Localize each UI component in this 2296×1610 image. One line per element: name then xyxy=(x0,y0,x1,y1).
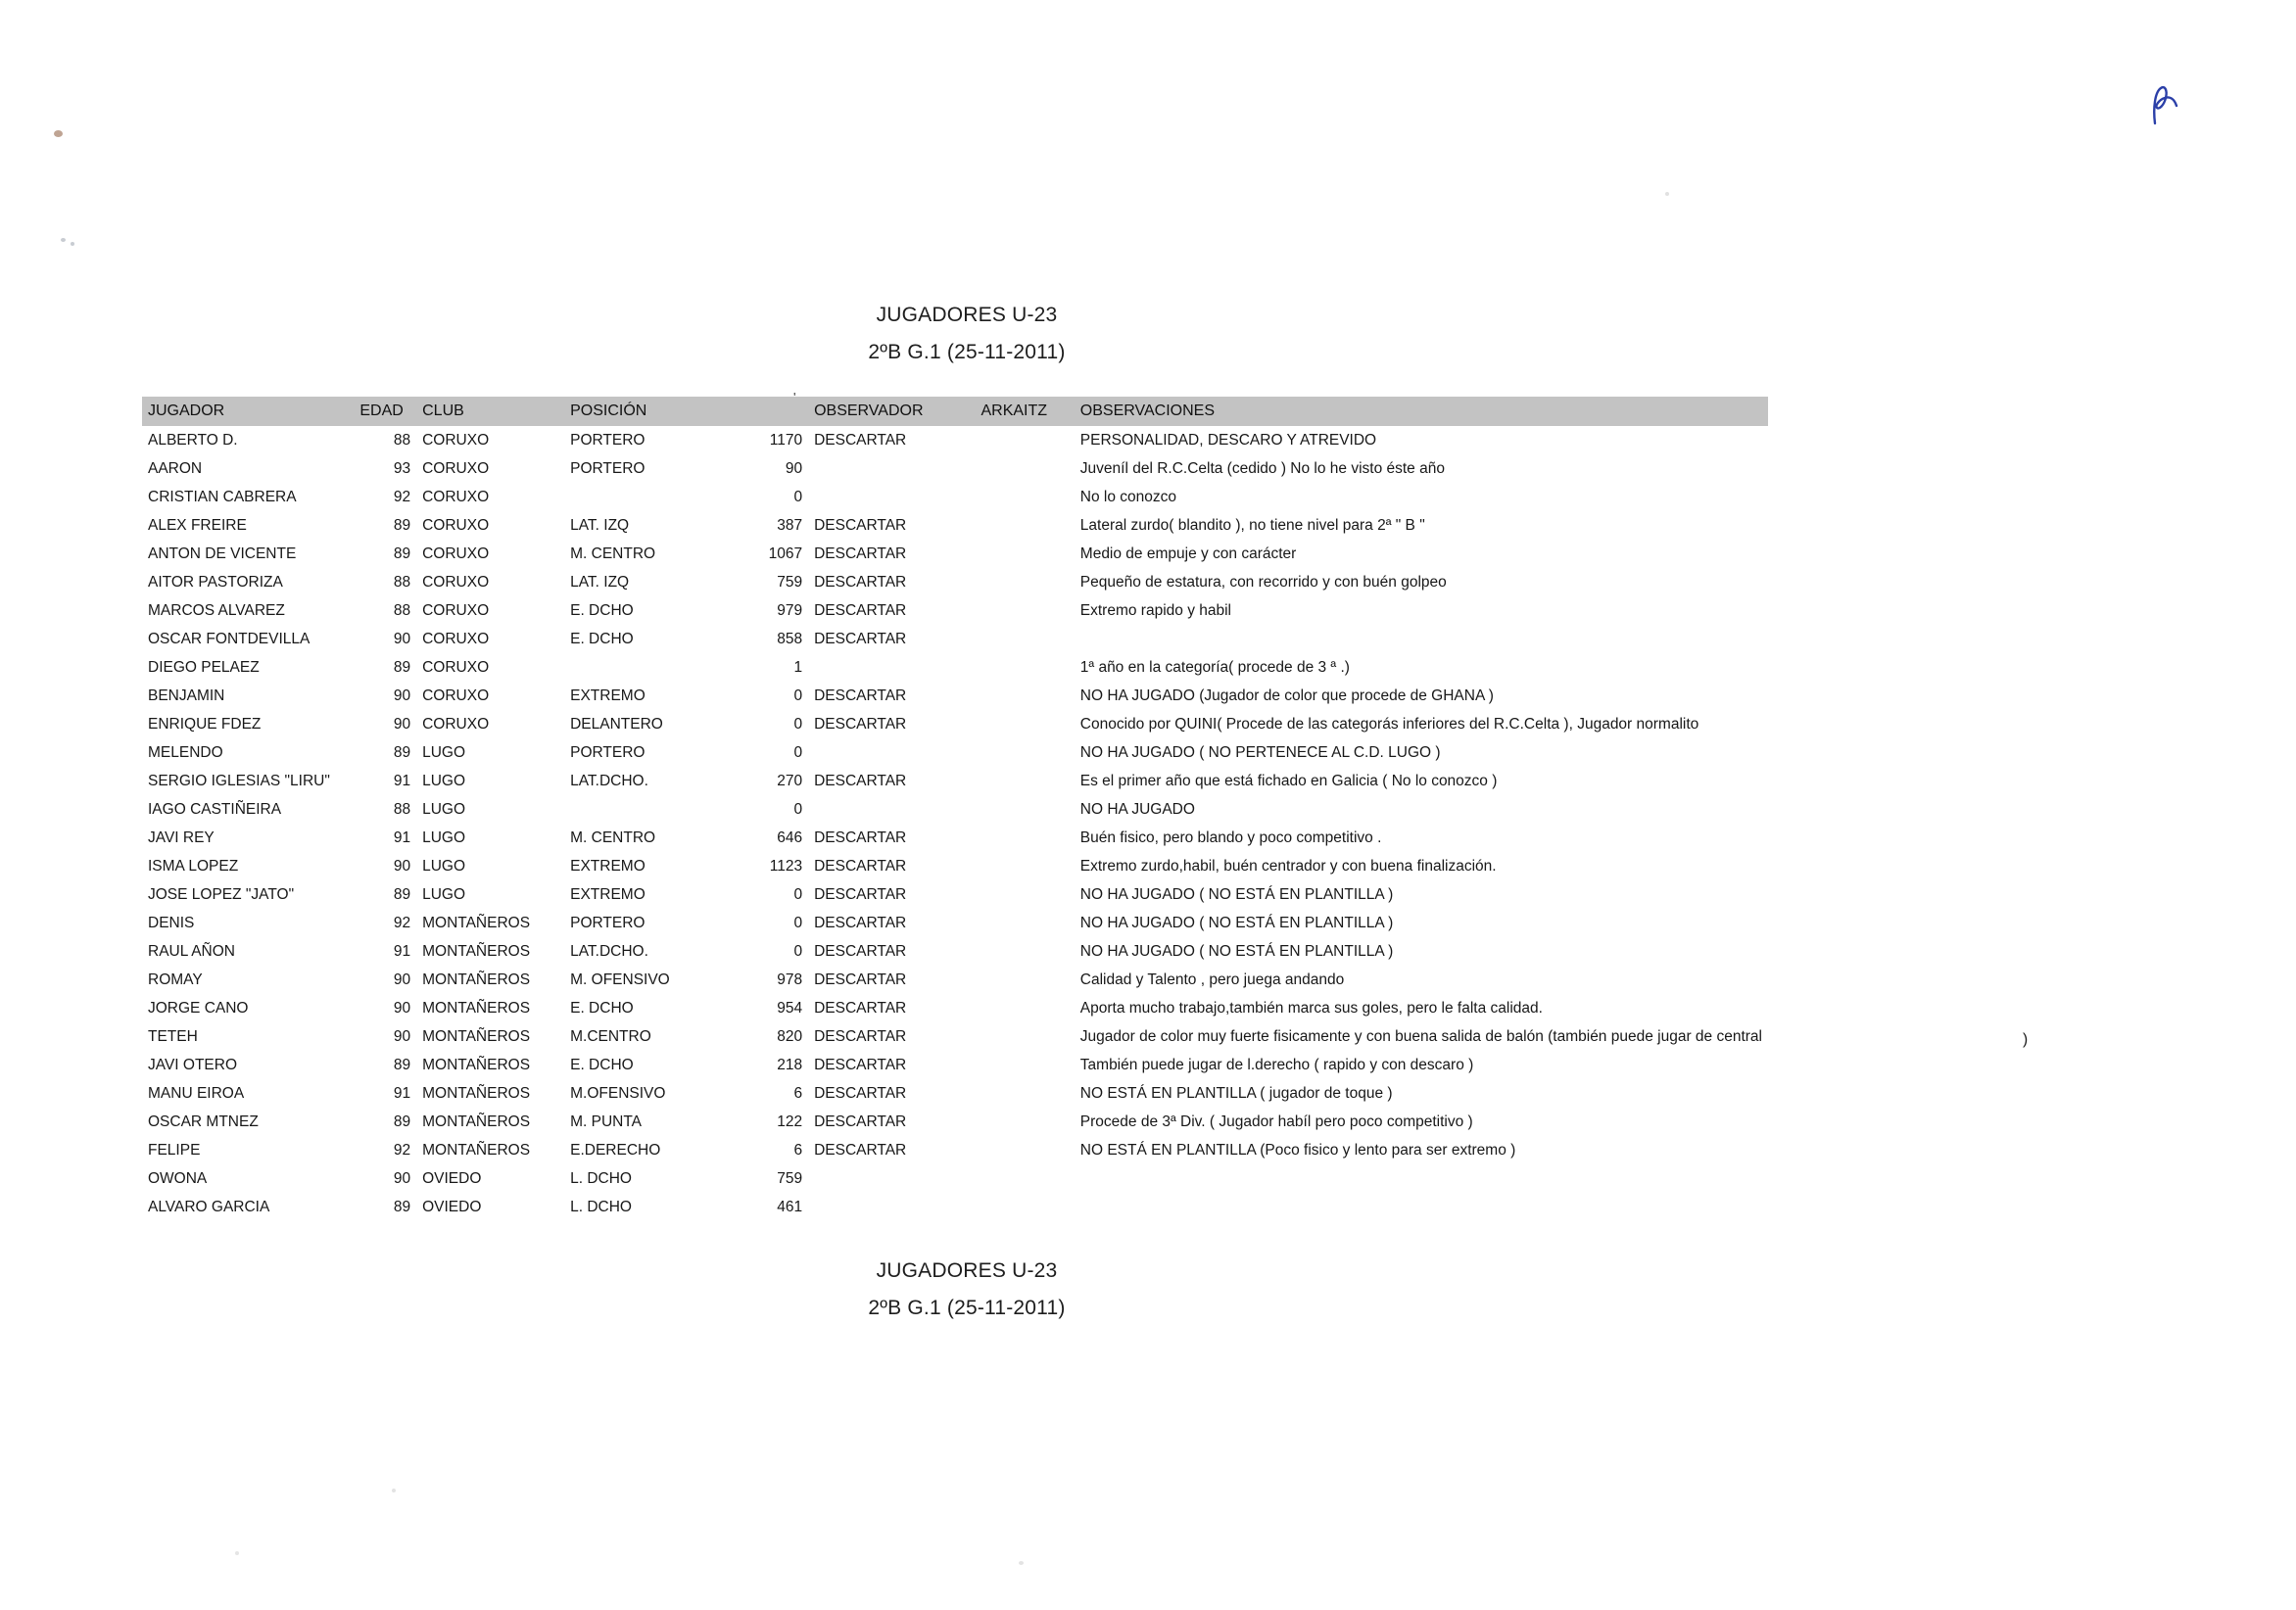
cell-jugador: OSCAR FONTDEVILLA xyxy=(148,630,311,647)
table-row xyxy=(142,880,1768,909)
cell-club: LUGO xyxy=(422,885,466,903)
cell-observaciones: NO HA JUGADO xyxy=(1079,800,1195,818)
cell-observaciones: Lateral zurdo( blandito ), no tiene nivel para 2ª " B " xyxy=(1079,516,1425,534)
cell-club: MONTAÑEROS xyxy=(422,1084,531,1102)
scan-artifact-speck xyxy=(61,238,66,242)
cell-numero: 759 xyxy=(777,573,803,591)
stray-parenthesis: ) xyxy=(2023,1031,2029,1048)
cell-posicion xyxy=(564,795,721,824)
table-row xyxy=(142,682,1768,710)
table-row xyxy=(142,852,1768,880)
cell-observador xyxy=(808,738,975,767)
cell-jugador: ANTON DE VICENTE xyxy=(148,545,297,562)
cell-jugador: AITOR PASTORIZA xyxy=(148,573,283,591)
cell-arkaitz xyxy=(975,937,1074,966)
table-row xyxy=(142,596,1768,625)
cell-numero: 759 xyxy=(777,1169,803,1187)
cell-club: OVIEDO xyxy=(422,1198,482,1215)
cell-numero: 90 xyxy=(785,459,803,477)
cell-arkaitz xyxy=(975,824,1074,852)
cell-edad: 89 xyxy=(393,743,411,761)
cell-posicion: M.CENTRO xyxy=(570,1027,651,1045)
table-row xyxy=(142,625,1768,653)
table-row xyxy=(142,909,1768,937)
cell-observador: DESCARTAR xyxy=(814,545,907,562)
cell-arkaitz xyxy=(975,596,1074,625)
cell-arkaitz xyxy=(975,454,1074,483)
cell-numero: 0 xyxy=(793,687,803,704)
cell-posicion: M. CENTRO xyxy=(570,829,656,846)
table-row xyxy=(142,710,1768,738)
column-header-club: CLUB xyxy=(416,397,564,426)
cell-observador: DESCARTAR xyxy=(814,1113,907,1130)
cell-edad: 89 xyxy=(393,1113,411,1130)
cell-numero: 978 xyxy=(777,971,803,988)
cell-edad: 90 xyxy=(393,715,411,733)
cell-posicion: PORTERO xyxy=(570,431,646,449)
cell-numero: 646 xyxy=(777,829,803,846)
cell-club: MONTAÑEROS xyxy=(422,999,531,1017)
cell-jugador: MANU EIROA xyxy=(148,1084,245,1102)
cell-arkaitz xyxy=(975,1108,1074,1136)
cell-observaciones: Procede de 3ª Div. ( Jugador habíl pero poco competitivo ) xyxy=(1079,1113,1473,1130)
cell-jugador: MELENDO xyxy=(148,743,223,761)
cell-numero: 0 xyxy=(793,743,803,761)
table-row xyxy=(142,1136,1768,1164)
cell-arkaitz xyxy=(975,625,1074,653)
cell-club: MONTAÑEROS xyxy=(422,1141,531,1159)
cell-arkaitz xyxy=(975,710,1074,738)
cell-arkaitz xyxy=(975,1136,1074,1164)
cell-posicion: LAT. IZQ xyxy=(570,573,630,591)
cell-jugador: AARON xyxy=(148,459,203,477)
cell-observaciones: No lo conozco xyxy=(1079,488,1177,505)
cell-jugador: OSCAR MTNEZ xyxy=(148,1113,259,1130)
cell-edad: 93 xyxy=(393,459,411,477)
cell-numero: 0 xyxy=(793,800,803,818)
cell-observador: DESCARTAR xyxy=(814,857,907,875)
cell-posicion xyxy=(564,483,721,511)
cell-arkaitz xyxy=(975,738,1074,767)
players-table xyxy=(142,397,1768,1221)
cell-numero: 0 xyxy=(793,715,803,733)
cell-posicion: PORTERO xyxy=(570,914,646,931)
table-row xyxy=(142,937,1768,966)
cell-observador: DESCARTAR xyxy=(814,1027,907,1045)
cell-posicion: E. DCHO xyxy=(570,999,634,1017)
cell-jugador: RAUL AÑON xyxy=(148,942,236,960)
table-row xyxy=(142,795,1768,824)
cell-edad: 89 xyxy=(393,658,411,676)
cell-observador: DESCARTAR xyxy=(814,829,907,846)
cell-observaciones: Jugador de color muy fuerte fisicamente y con buena salida de balón (también puede jugar de central xyxy=(1079,1027,1762,1045)
cell-posicion xyxy=(564,653,721,682)
cell-posicion: M. PUNTA xyxy=(570,1113,643,1130)
table-row xyxy=(142,994,1768,1022)
cell-posicion: EXTREMO xyxy=(570,857,646,875)
cell-posicion: E.DERECHO xyxy=(570,1141,661,1159)
cell-observaciones xyxy=(1075,625,1768,653)
cell-observaciones: Juveníl del R.C.Celta (cedido ) No lo he visto éste año xyxy=(1079,459,1445,477)
cell-jugador: ENRIQUE FDEZ xyxy=(148,715,262,733)
cell-posicion: L. DCHO xyxy=(570,1198,632,1215)
cell-observaciones: NO HA JUGADO ( NO ESTÁ EN PLANTILLA ) xyxy=(1079,885,1394,903)
cell-arkaitz xyxy=(975,767,1074,795)
cell-club: LUGO xyxy=(422,857,466,875)
cell-arkaitz xyxy=(975,994,1074,1022)
table-row xyxy=(142,966,1768,994)
cell-jugador: IAGO CASTIÑEIRA xyxy=(148,800,282,818)
cell-edad: 90 xyxy=(393,1027,411,1045)
cell-jugador: ISMA LOPEZ xyxy=(148,857,239,875)
table-row xyxy=(142,653,1768,682)
cell-observador xyxy=(808,454,975,483)
table-row xyxy=(142,540,1768,568)
cell-edad: 90 xyxy=(393,971,411,988)
cell-observador: DESCARTAR xyxy=(814,971,907,988)
cell-posicion: E. DCHO xyxy=(570,630,634,647)
cell-club: CORUXO xyxy=(422,459,490,477)
cell-observaciones: Medio de empuje y con carácter xyxy=(1079,545,1297,562)
cell-jugador: BENJAMIN xyxy=(148,687,225,704)
table-row xyxy=(142,426,1768,454)
cell-club: CORUXO xyxy=(422,715,490,733)
cell-arkaitz xyxy=(975,852,1074,880)
cell-posicion: M. OFENSIVO xyxy=(570,971,670,988)
cell-jugador: FELIPE xyxy=(148,1141,201,1159)
cell-observador: DESCARTAR xyxy=(814,431,907,449)
cell-club: CORUXO xyxy=(422,687,490,704)
cell-arkaitz xyxy=(975,880,1074,909)
cell-arkaitz xyxy=(975,795,1074,824)
cell-club: MONTAÑEROS xyxy=(422,1113,531,1130)
page-title-top-line1: JUGADORES U-23 xyxy=(876,304,1058,326)
cell-arkaitz xyxy=(975,682,1074,710)
cell-edad: 88 xyxy=(393,573,411,591)
cell-edad: 91 xyxy=(393,942,411,960)
cell-observador: DESCARTAR xyxy=(814,1084,907,1102)
cell-edad: 92 xyxy=(393,914,411,931)
cell-observador xyxy=(808,1193,975,1221)
cell-numero: 1123 xyxy=(769,857,803,875)
cell-observador: DESCARTAR xyxy=(814,601,907,619)
cell-jugador: DENIS xyxy=(148,914,195,931)
cell-edad: 88 xyxy=(393,431,411,449)
cell-numero: 1170 xyxy=(769,431,803,449)
cell-arkaitz xyxy=(975,909,1074,937)
table-row xyxy=(142,1079,1768,1108)
cell-posicion: LAT. IZQ xyxy=(570,516,630,534)
cell-numero: 858 xyxy=(777,630,803,647)
cell-numero: 122 xyxy=(777,1113,803,1130)
table-row xyxy=(142,511,1768,540)
cell-jugador: CRISTIAN CABRERA xyxy=(148,488,297,505)
column-header-jugador: JUGADOR xyxy=(142,397,354,426)
cell-numero: 461 xyxy=(777,1198,803,1215)
cell-jugador: JAVI OTERO xyxy=(148,1056,238,1073)
cell-observaciones: NO HA JUGADO ( NO ESTÁ EN PLANTILLA ) xyxy=(1079,914,1394,931)
cell-edad: 90 xyxy=(393,999,411,1017)
table-row xyxy=(142,483,1768,511)
column-header-edad: EDAD xyxy=(354,397,416,426)
cell-observaciones: 1ª año en la categoría( procede de 3 ª .) xyxy=(1079,658,1350,676)
table-row xyxy=(142,454,1768,483)
handwritten-mark-icon xyxy=(2135,78,2194,137)
cell-edad: 91 xyxy=(393,1084,411,1102)
scan-artifact-speck xyxy=(392,1489,396,1492)
cell-edad: 91 xyxy=(393,829,411,846)
cell-posicion: PORTERO xyxy=(570,743,646,761)
column-header-arkaitz: ARKAITZ xyxy=(975,397,1074,426)
cell-arkaitz xyxy=(975,1079,1074,1108)
cell-numero: 0 xyxy=(793,488,803,505)
table-row xyxy=(142,1108,1768,1136)
cell-observador: DESCARTAR xyxy=(814,1141,907,1159)
cell-observador: DESCARTAR xyxy=(814,516,907,534)
cell-observador: DESCARTAR xyxy=(814,885,907,903)
cell-arkaitz xyxy=(975,568,1074,596)
cell-edad: 89 xyxy=(393,1198,411,1215)
cell-club: MONTAÑEROS xyxy=(422,942,531,960)
cell-jugador: ALBERTO D. xyxy=(148,431,238,449)
cell-arkaitz xyxy=(975,540,1074,568)
cell-edad: 89 xyxy=(393,516,411,534)
cell-numero: 0 xyxy=(793,942,803,960)
cell-posicion: PORTERO xyxy=(570,459,646,477)
cell-posicion: LAT.DCHO. xyxy=(570,942,648,960)
cell-numero: 954 xyxy=(777,999,803,1017)
table-body xyxy=(142,426,1768,1221)
cell-observaciones: También puede jugar de l.derecho ( rapido y con descaro ) xyxy=(1079,1056,1474,1073)
cell-observaciones: Es el primer año que está fichado en Galicia ( No lo conozco ) xyxy=(1079,772,1498,789)
table-row xyxy=(142,1051,1768,1079)
cell-club: LUGO xyxy=(422,772,466,789)
cell-numero: 820 xyxy=(777,1027,803,1045)
cell-observador xyxy=(808,1164,975,1193)
cell-numero: 218 xyxy=(777,1056,803,1073)
cell-club: CORUXO xyxy=(422,601,490,619)
cell-observador: DESCARTAR xyxy=(814,1056,907,1073)
table-row xyxy=(142,1022,1768,1051)
cell-observador: DESCARTAR xyxy=(814,687,907,704)
cell-observaciones: Pequeño de estatura, con recorrido y con buén golpeo xyxy=(1079,573,1447,591)
cell-edad: 90 xyxy=(393,630,411,647)
cell-club: CORUXO xyxy=(422,516,490,534)
cell-edad: 90 xyxy=(393,857,411,875)
column-header-observaciones: OBSERVACIONES xyxy=(1075,397,1768,426)
cell-posicion: M.OFENSIVO xyxy=(570,1084,666,1102)
cell-club: LUGO xyxy=(422,829,466,846)
table-row xyxy=(142,568,1768,596)
scan-artifact-speck xyxy=(1665,192,1669,196)
cell-numero: 1 xyxy=(793,658,803,676)
cell-observaciones: Aporta mucho trabajo,también marca sus goles, pero le falta calidad. xyxy=(1079,999,1543,1017)
cell-arkaitz xyxy=(975,426,1074,454)
cell-jugador: JOSE LOPEZ "JATO" xyxy=(148,885,295,903)
cell-posicion: E. DCHO xyxy=(570,601,634,619)
cell-observaciones: NO ESTÁ EN PLANTILLA (Poco fisico y lento para ser extremo ) xyxy=(1079,1141,1516,1159)
scan-artifact-speck xyxy=(1019,1561,1024,1565)
table-row xyxy=(142,738,1768,767)
scan-artifact-speck xyxy=(71,242,74,246)
table-header-row xyxy=(142,397,1768,426)
cell-arkaitz xyxy=(975,653,1074,682)
cell-arkaitz xyxy=(975,1051,1074,1079)
page-subtitle-top-line2: 2ºB G.1 (25-11-2011) xyxy=(868,341,1066,363)
cell-arkaitz xyxy=(975,483,1074,511)
cell-arkaitz xyxy=(975,966,1074,994)
scan-artifact-speck xyxy=(54,130,63,137)
cell-posicion: M. CENTRO xyxy=(570,545,656,562)
cell-numero: 387 xyxy=(777,516,803,534)
cell-observador: DESCARTAR xyxy=(814,942,907,960)
cell-edad: 90 xyxy=(393,1169,411,1187)
cell-observaciones: NO HA JUGADO (Jugador de color que procede de GHANA ) xyxy=(1079,687,1494,704)
cell-jugador: MARCOS ALVAREZ xyxy=(148,601,285,619)
cell-edad: 91 xyxy=(393,772,411,789)
cell-club: CORUXO xyxy=(422,630,490,647)
cell-numero: 0 xyxy=(793,914,803,931)
cell-posicion: EXTREMO xyxy=(570,687,646,704)
cell-observaciones: Conocido por QUINI( Procede de las categorás inferiores del R.C.Celta ), Jugador normalito xyxy=(1079,715,1699,733)
cell-club: CORUXO xyxy=(422,573,490,591)
cell-observador xyxy=(808,795,975,824)
cell-posicion: E. DCHO xyxy=(570,1056,634,1073)
page-subtitle-bottom-line2: 2ºB G.1 (25-11-2011) xyxy=(868,1297,1066,1319)
cell-numero: 6 xyxy=(793,1084,803,1102)
cell-observaciones: NO HA JUGADO ( NO PERTENECE AL C.D. LUGO ) xyxy=(1079,743,1441,761)
cell-edad: 88 xyxy=(393,800,411,818)
cell-observaciones xyxy=(1075,1193,1768,1221)
cell-observaciones: PERSONALIDAD, DESCARO Y ATREVIDO xyxy=(1079,431,1377,449)
cell-observador: DESCARTAR xyxy=(814,914,907,931)
cell-numero: 6 xyxy=(793,1141,803,1159)
cell-numero: 0 xyxy=(793,885,803,903)
cell-arkaitz xyxy=(975,1022,1074,1051)
scan-artifact-speck xyxy=(235,1551,239,1555)
cell-numero: 270 xyxy=(777,772,803,789)
cell-jugador: ALEX FREIRE xyxy=(148,516,247,534)
column-header-observador: OBSERVADOR xyxy=(808,397,975,426)
cell-observaciones: NO HA JUGADO ( NO ESTÁ EN PLANTILLA ) xyxy=(1079,942,1394,960)
cell-observador: DESCARTAR xyxy=(814,715,907,733)
cell-observaciones: NO ESTÁ EN PLANTILLA ( jugador de toque ) xyxy=(1079,1084,1393,1102)
cell-posicion: LAT.DCHO. xyxy=(570,772,648,789)
column-header-numero xyxy=(722,397,809,426)
cell-club: CORUXO xyxy=(422,658,490,676)
cell-jugador: SERGIO IGLESIAS "LIRU" xyxy=(148,772,330,789)
cell-arkaitz xyxy=(975,1193,1074,1221)
cell-club: CORUXO xyxy=(422,431,490,449)
cell-club: OVIEDO xyxy=(422,1169,482,1187)
cell-observador xyxy=(808,483,975,511)
cell-observador: DESCARTAR xyxy=(814,772,907,789)
cell-observaciones xyxy=(1075,1164,1768,1193)
cell-arkaitz xyxy=(975,1164,1074,1193)
cell-club: LUGO xyxy=(422,800,466,818)
table-row xyxy=(142,767,1768,795)
cell-jugador: JAVI REY xyxy=(148,829,215,846)
cell-edad: 89 xyxy=(393,545,411,562)
cell-edad: 89 xyxy=(393,1056,411,1073)
cell-observador xyxy=(808,653,975,682)
cell-observaciones: Extremo zurdo,habil, buén centrador y con buena finalización. xyxy=(1079,857,1497,875)
cell-club: CORUXO xyxy=(422,488,490,505)
cell-edad: 90 xyxy=(393,687,411,704)
cell-arkaitz xyxy=(975,511,1074,540)
cell-observador: DESCARTAR xyxy=(814,999,907,1017)
cell-club: CORUXO xyxy=(422,545,490,562)
cell-club: MONTAÑEROS xyxy=(422,971,531,988)
cell-posicion: EXTREMO xyxy=(570,885,646,903)
cell-jugador: JORGE CANO xyxy=(148,999,249,1017)
page-title-bottom-line1: JUGADORES U-23 xyxy=(876,1259,1058,1282)
cell-numero: 979 xyxy=(777,601,803,619)
table-row xyxy=(142,1164,1768,1193)
cell-observaciones: Buén fisico, pero blando y poco competitivo . xyxy=(1079,829,1382,846)
table-row xyxy=(142,824,1768,852)
cell-club: MONTAÑEROS xyxy=(422,1056,531,1073)
table-row xyxy=(142,1193,1768,1221)
cell-jugador: ROMAY xyxy=(148,971,203,988)
cell-edad: 89 xyxy=(393,885,411,903)
cell-observador: DESCARTAR xyxy=(814,573,907,591)
cell-posicion: DELANTERO xyxy=(570,715,663,733)
cell-observador: DESCARTAR xyxy=(814,630,907,647)
cell-jugador: TETEH xyxy=(148,1027,198,1045)
cell-club: MONTAÑEROS xyxy=(422,1027,531,1045)
cell-edad: 88 xyxy=(393,601,411,619)
cell-observaciones: Extremo rapido y habil xyxy=(1079,601,1231,619)
cell-edad: 92 xyxy=(393,1141,411,1159)
cell-observaciones: Calidad y Talento , pero juega andando xyxy=(1079,971,1345,988)
cell-club: LUGO xyxy=(422,743,466,761)
cell-club: MONTAÑEROS xyxy=(422,914,531,931)
cell-numero: 1067 xyxy=(768,545,803,562)
cell-jugador: ALVARO GARCIA xyxy=(148,1198,270,1215)
column-header-posicion: POSICIÓN xyxy=(564,397,721,426)
cell-edad: 92 xyxy=(393,488,411,505)
cell-jugador: DIEGO PELAEZ xyxy=(148,658,260,676)
cell-posicion: L. DCHO xyxy=(570,1169,632,1187)
cell-jugador: OWONA xyxy=(148,1169,208,1187)
